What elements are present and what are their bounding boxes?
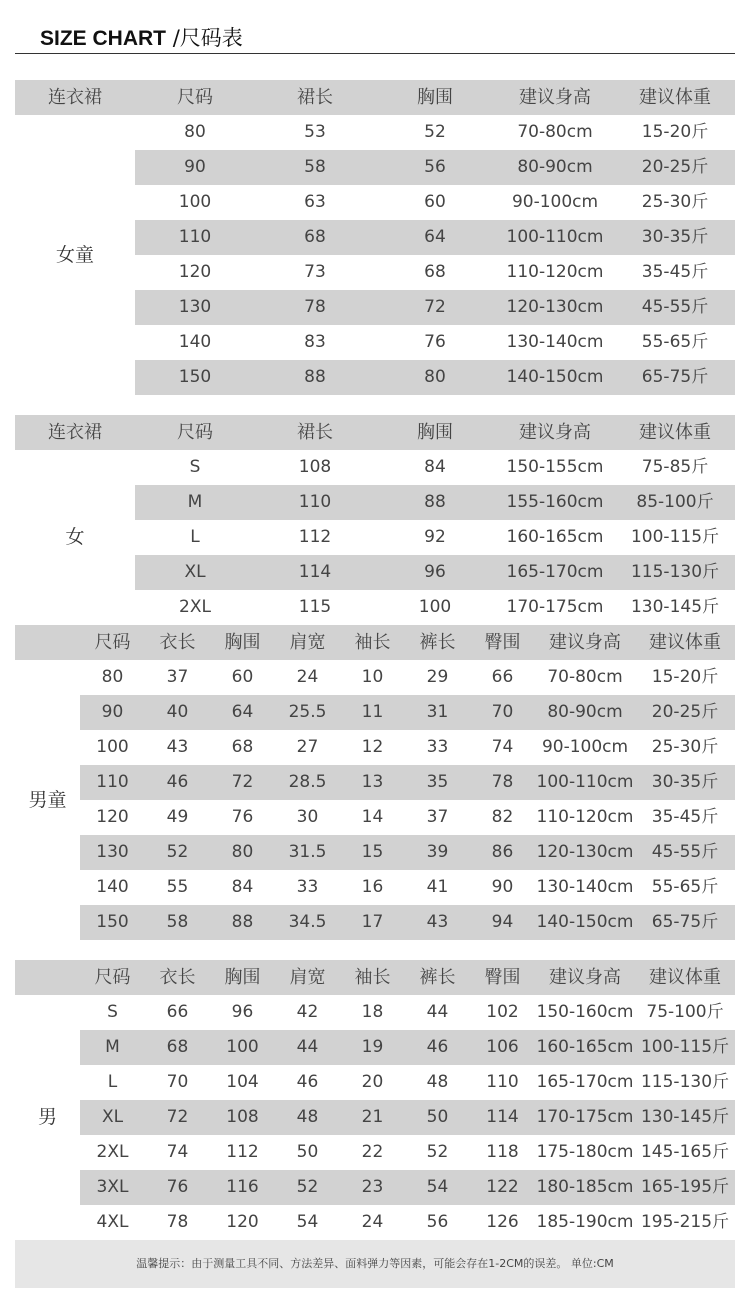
table-cell: 42	[296, 1002, 319, 1022]
table-cell: 100-115斤	[640, 1037, 730, 1057]
table-cell: 4XL	[96, 1212, 129, 1232]
header-cell: 裙长	[297, 422, 333, 443]
table-row	[15, 1170, 735, 1205]
table-cell: 54	[296, 1212, 319, 1232]
table-cell: 30	[296, 807, 319, 827]
header-cell: 衣长	[159, 967, 196, 988]
table-cell: 155-160cm	[506, 492, 604, 512]
table-cell: 112	[298, 527, 332, 547]
header-cell: 建议体重	[649, 967, 721, 988]
header-cell: 建议身高	[519, 422, 591, 443]
table-cell: 116	[226, 1177, 259, 1197]
table-row	[15, 1205, 735, 1240]
table-cell: 56	[424, 157, 446, 177]
table-cell: 130-140cm	[536, 877, 634, 897]
table-cell: 110	[178, 227, 212, 247]
table-cell: 35	[426, 772, 449, 792]
table-cell: 150-155cm	[506, 457, 604, 477]
header-cell: 胸围	[224, 967, 261, 988]
table-cell: 76	[424, 332, 446, 352]
table-cell: 165-170cm	[506, 562, 604, 582]
table-cell: 84	[231, 877, 254, 897]
header-cell: 肩宽	[289, 632, 326, 653]
table-cell: 115	[298, 597, 332, 617]
table-cell: 160-165cm	[536, 1037, 634, 1057]
table-cell: 24	[296, 667, 319, 687]
table-cell: 140-150cm	[536, 912, 634, 932]
table-cell: 66	[166, 1002, 189, 1022]
group-label: 女童	[55, 244, 94, 266]
table-cell: 80-90cm	[547, 702, 623, 722]
table-row	[15, 1100, 735, 1135]
table-cell: 80	[184, 122, 206, 142]
table-cell: 78	[304, 297, 326, 317]
table-cell: 84	[424, 457, 446, 477]
table-cell: 100	[226, 1037, 259, 1057]
table-cell: 114	[298, 562, 332, 582]
table-cell: 33	[426, 737, 449, 757]
table-cell: 64	[231, 702, 254, 722]
table-cell: 80-90cm	[517, 157, 593, 177]
table-cell: 78	[491, 772, 514, 792]
table-cell: 29	[426, 667, 449, 687]
table-cell: 92	[424, 527, 446, 547]
table-cell: 180-185cm	[536, 1177, 634, 1197]
table-cell: L	[107, 1072, 118, 1092]
table-cell: XL	[101, 1107, 124, 1127]
table-cell: 75-100斤	[646, 1002, 724, 1022]
header-cell: 建议体重	[639, 87, 711, 108]
table-cell: 76	[231, 807, 254, 827]
table-cell: 46	[166, 772, 189, 792]
table-cell: 100-115斤	[630, 527, 720, 547]
header-cell: 建议体重	[649, 632, 721, 653]
title-divider	[15, 53, 735, 54]
table-cell: 115-130斤	[630, 562, 720, 582]
table-cell: 44	[426, 1002, 449, 1022]
table-cell: 70-80cm	[517, 122, 593, 142]
table-cell: 35-45斤	[641, 262, 709, 282]
table-cell: 110	[486, 1072, 519, 1092]
table-cell: 96	[231, 1002, 254, 1022]
table-cell: 150-160cm	[536, 1002, 634, 1022]
table-cell: 2XL	[179, 597, 211, 617]
table-row	[15, 730, 735, 765]
table-cell: 145-165斤	[640, 1142, 730, 1162]
table-cell: L	[190, 527, 200, 547]
table-cell: 18	[361, 1002, 384, 1022]
table-cell: 72	[166, 1107, 189, 1127]
table-cell: 30-35斤	[651, 772, 719, 792]
table-cell: 48	[296, 1107, 319, 1127]
table-cell: 90	[491, 877, 514, 897]
table-cell: 80	[101, 667, 124, 687]
table-header-row	[15, 625, 735, 660]
table-cell: 12	[361, 737, 384, 757]
table-cell: 16	[361, 877, 384, 897]
table-cell: 56	[426, 1212, 449, 1232]
table-cell: 110	[298, 492, 332, 512]
table-cell: 41	[426, 877, 449, 897]
table-cell: 3XL	[96, 1177, 129, 1197]
table-cell: 46	[296, 1072, 319, 1092]
table-cell: 80	[424, 367, 446, 387]
table-cell: 80	[231, 842, 254, 862]
table-cell: 88	[424, 492, 446, 512]
table-cell: 49	[166, 807, 189, 827]
table-cell: 25.5	[288, 702, 327, 722]
table-cell: 20-25斤	[651, 702, 719, 722]
table-cell: 108	[226, 1107, 259, 1127]
header-cell: 尺码	[177, 422, 213, 443]
table-cell: 55-65斤	[641, 332, 709, 352]
table-cell: 165-195斤	[640, 1177, 730, 1197]
header-cell: 建议体重	[639, 422, 711, 443]
table-cell: 50	[296, 1142, 319, 1162]
table-cell: S	[107, 1002, 118, 1022]
table-cell: 108	[298, 457, 332, 477]
table-cell: 90	[101, 702, 124, 722]
table-cell: 120	[96, 807, 129, 827]
table-row	[15, 1030, 735, 1065]
table-cell: 165-170cm	[536, 1072, 634, 1092]
table-cell: 94	[491, 912, 514, 932]
table-cell: 120-130cm	[536, 842, 634, 862]
table-cell: 48	[426, 1072, 449, 1092]
table-cell: 122	[486, 1177, 519, 1197]
table-row	[15, 870, 735, 905]
table-cell: 140-150cm	[506, 367, 604, 387]
table-cell: 15-20斤	[651, 667, 719, 687]
table-cell: 110-120cm	[536, 807, 634, 827]
header-cell: 建议身高	[519, 87, 591, 108]
table-cell: 120	[226, 1212, 259, 1232]
table-cell: 65-75斤	[641, 367, 709, 387]
table-cell: 64	[424, 227, 446, 247]
table-cell: 120	[178, 262, 212, 282]
table-cell: 27	[296, 737, 319, 757]
table-cell: S	[189, 457, 201, 477]
table-cell: 37	[426, 807, 449, 827]
table-cell: 100-110cm	[536, 772, 634, 792]
table-cell: 130-145斤	[640, 1107, 730, 1127]
table-cell: 55	[166, 877, 189, 897]
table-cell: 25-30斤	[641, 192, 709, 212]
table-cell: 31	[426, 702, 449, 722]
table-cell: 17	[361, 912, 384, 932]
table-cell: 130-145斤	[630, 597, 720, 617]
table-row	[15, 995, 735, 1030]
header-cell: 臀围	[484, 632, 521, 653]
table-cell: 126	[486, 1212, 519, 1232]
table-cell: 114	[486, 1107, 519, 1127]
table-cell: XL	[184, 562, 206, 582]
table-cell: 100	[418, 597, 452, 617]
table-cell: 73	[304, 262, 326, 282]
header-cell: 裤长	[419, 632, 456, 653]
table-cell: 130	[178, 297, 212, 317]
table-cell: 70-80cm	[547, 667, 623, 687]
table-cell: 11	[361, 702, 384, 722]
table-cell: 60	[424, 192, 446, 212]
table-cell: 20-25斤	[641, 157, 709, 177]
header-cell: 建议身高	[549, 632, 621, 653]
table-cell: 33	[296, 877, 319, 897]
table-cell: 58	[304, 157, 326, 177]
header-cell: 连衣裙	[48, 87, 102, 108]
header-cell	[15, 625, 80, 660]
table-cell: 140	[96, 877, 129, 897]
table-cell: 2XL	[96, 1142, 129, 1162]
table-cell: 20	[361, 1072, 384, 1092]
table-cell: 85-100斤	[636, 492, 714, 512]
header-cell: 尺码	[177, 87, 213, 108]
table-cell: 86	[491, 842, 514, 862]
table-cell: 112	[226, 1142, 259, 1162]
table-cell: 140	[178, 332, 212, 352]
table-cell: 44	[296, 1037, 319, 1057]
table-cell: 15-20斤	[641, 122, 709, 142]
table-header-row	[15, 960, 735, 995]
table-row	[15, 695, 735, 730]
header-cell: 臀围	[484, 967, 521, 988]
table-cell: 63	[304, 192, 326, 212]
table-cell: 52	[166, 842, 189, 862]
table-cell: 75-85斤	[641, 457, 709, 477]
table-cell: 74	[166, 1142, 189, 1162]
table-cell: 106	[486, 1037, 519, 1057]
table-cell: 104	[226, 1072, 259, 1092]
table-cell: 90	[184, 157, 206, 177]
page-title	[40, 22, 243, 52]
table-cell: 58	[166, 912, 189, 932]
table-cell: 19	[361, 1037, 384, 1057]
table-cell: 115-130斤	[640, 1072, 730, 1092]
table-cell: 195-215斤	[640, 1212, 730, 1232]
table-cell: 185-190cm	[536, 1212, 634, 1232]
table-row	[15, 660, 735, 695]
table-cell: 14	[361, 807, 384, 827]
table-row	[15, 1065, 735, 1100]
header-cell: 肩宽	[289, 967, 326, 988]
table-cell: 88	[231, 912, 254, 932]
title-english: SIZE CHART	[40, 27, 166, 50]
table-cell: 88	[304, 367, 326, 387]
table-cell: 45-55斤	[641, 297, 709, 317]
table-cell: 13	[361, 772, 384, 792]
table-cell: 10	[361, 667, 384, 687]
size-table-4	[15, 960, 735, 1240]
header-cell: 尺码	[94, 967, 131, 988]
table-cell: 66	[491, 667, 514, 687]
table-cell: 74	[491, 737, 514, 757]
table-cell: 102	[486, 1002, 519, 1022]
table-cell: 118	[486, 1142, 519, 1162]
table-cell: 72	[424, 297, 446, 317]
header-cell: 衣长	[159, 632, 196, 653]
header-cell: 连衣裙	[48, 422, 102, 443]
table-cell: 45-55斤	[651, 842, 719, 862]
title-chinese: /尺码表	[172, 26, 243, 50]
table-cell: 34.5	[288, 912, 327, 932]
table-cell: 150	[178, 367, 212, 387]
table-cell: 160-165cm	[506, 527, 604, 547]
table-cell: 96	[424, 562, 446, 582]
table-cell: 70	[491, 702, 514, 722]
table-cell: 68	[166, 1037, 189, 1057]
table-cell: 120-130cm	[506, 297, 604, 317]
table-cell: M	[187, 492, 203, 512]
table-cell: 110	[96, 772, 129, 792]
table-header-row	[15, 80, 735, 115]
table-cell: 100	[178, 192, 212, 212]
table-cell: 100	[96, 737, 129, 757]
table-row	[15, 1135, 735, 1170]
table-row	[15, 765, 735, 800]
table-cell: 150	[96, 912, 129, 932]
table-cell: 28.5	[288, 772, 327, 792]
header-cell: 裙长	[297, 87, 333, 108]
header-cell: 建议身高	[549, 967, 621, 988]
table-cell: 50	[426, 1107, 449, 1127]
size-table-1	[15, 80, 735, 395]
table-cell: 25-30斤	[651, 737, 719, 757]
table-cell: 68	[304, 227, 326, 247]
table-row	[15, 905, 735, 940]
table-cell: 21	[361, 1107, 384, 1127]
footer-note: 温馨提示：由于测量工具不同、方法差异、面料弹力等因素，可能会存在1-2CM的误差。 单位:CM	[15, 1240, 735, 1288]
table-cell: 22	[361, 1142, 384, 1162]
table-cell: 31.5	[288, 842, 327, 862]
table-cell: 52	[424, 122, 446, 142]
table-cell: 110-120cm	[506, 262, 604, 282]
group-label: 男	[37, 1106, 57, 1128]
size-table-3	[15, 625, 735, 940]
table-cell: 90-100cm	[541, 737, 629, 757]
header-cell: 袖长	[354, 967, 391, 988]
table-header-row	[15, 415, 735, 450]
table-cell: 43	[426, 912, 449, 932]
table-cell: 78	[166, 1212, 189, 1232]
header-cell: 胸围	[417, 422, 453, 443]
table-cell: 40	[166, 702, 189, 722]
table-cell: 55-65斤	[651, 877, 719, 897]
table-cell: 52	[296, 1177, 319, 1197]
table-cell: 72	[231, 772, 254, 792]
table-cell: 30-35斤	[641, 227, 709, 247]
table-cell: 70	[166, 1072, 189, 1092]
group-label: 女	[65, 526, 85, 548]
header-cell: 胸围	[417, 87, 453, 108]
table-cell: M	[105, 1037, 120, 1057]
table-cell: 37	[166, 667, 189, 687]
table-cell: 53	[304, 122, 326, 142]
table-cell: 175-180cm	[536, 1142, 634, 1162]
table-cell: 170-175cm	[536, 1107, 634, 1127]
table-cell: 15	[361, 842, 384, 862]
table-cell: 46	[426, 1037, 449, 1057]
table-cell: 54	[426, 1177, 449, 1197]
header-cell: 尺码	[94, 632, 131, 653]
table-cell: 43	[166, 737, 189, 757]
table-cell: 100-110cm	[506, 227, 604, 247]
table-cell: 35-45斤	[651, 807, 719, 827]
table-cell: 23	[361, 1177, 384, 1197]
group-label: 男童	[28, 789, 67, 811]
table-cell: 130	[96, 842, 129, 862]
table-cell: 170-175cm	[506, 597, 604, 617]
header-cell: 胸围	[224, 632, 261, 653]
table-cell: 60	[231, 667, 254, 687]
size-table-2	[15, 415, 735, 625]
table-cell: 39	[426, 842, 449, 862]
table-cell: 24	[361, 1212, 384, 1232]
header-cell: 裤长	[419, 967, 456, 988]
header-cell: 袖长	[354, 632, 391, 653]
table-cell: 52	[426, 1142, 449, 1162]
table-cell: 130-140cm	[506, 332, 604, 352]
table-cell: 68	[424, 262, 446, 282]
table-row	[15, 800, 735, 835]
table-cell: 65-75斤	[651, 912, 719, 932]
table-row	[15, 835, 735, 870]
table-cell: 83	[304, 332, 326, 352]
header-cell	[15, 960, 80, 995]
table-cell: 90-100cm	[511, 192, 599, 212]
table-cell: 82	[491, 807, 514, 827]
table-cell: 76	[166, 1177, 189, 1197]
table-cell: 68	[231, 737, 254, 757]
